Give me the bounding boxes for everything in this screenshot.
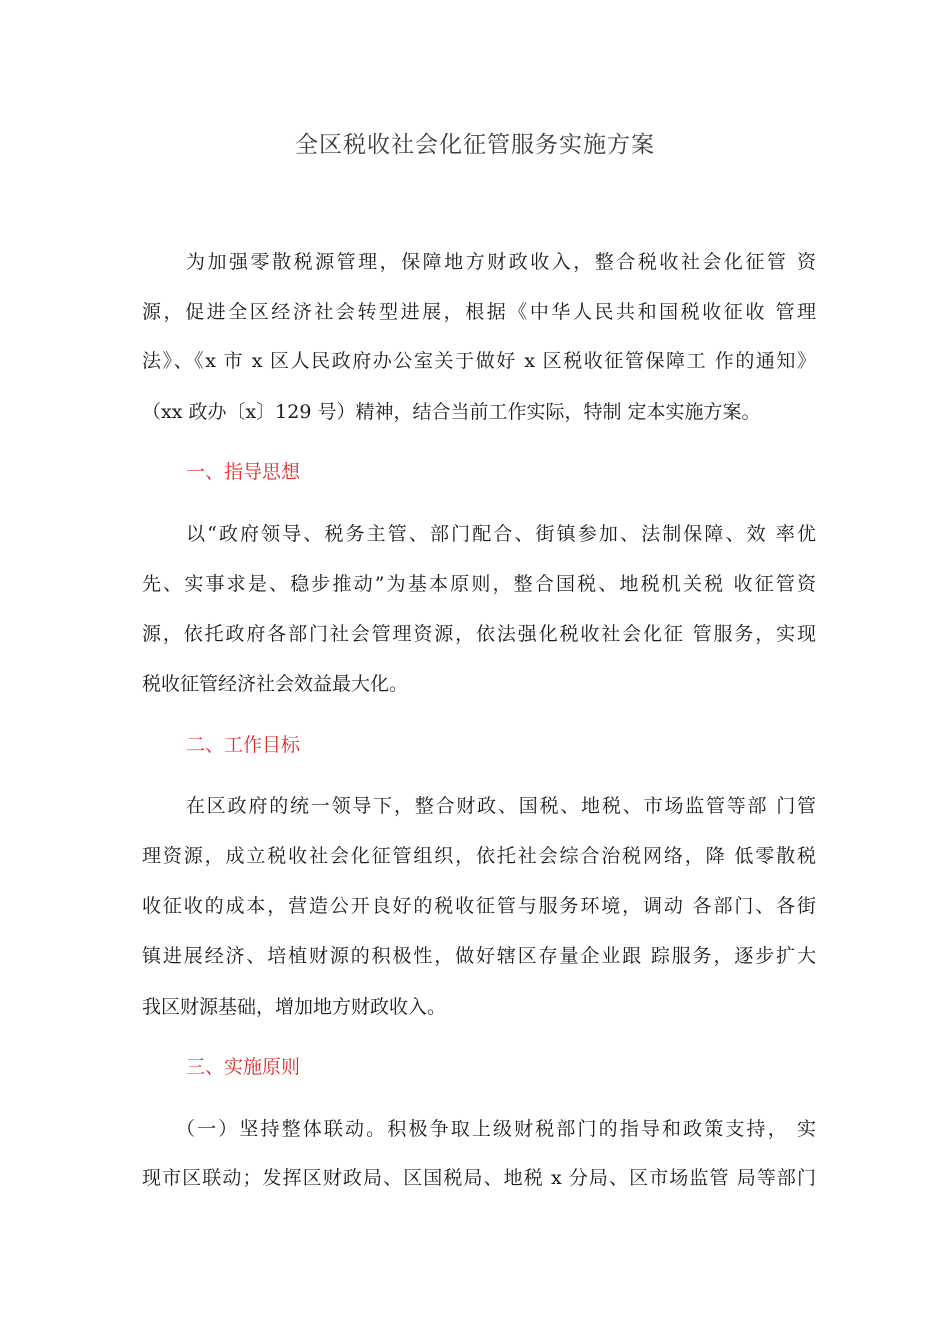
document-title: 全区税收社会化征管服务实施方案 (295, 132, 655, 158)
section-heading: 三、实施原则 (186, 1056, 301, 1078)
paragraph-line: 镇进展经济、培植财源的积极性，做好辖区存量企业跟 踪服务，逐步扩大 (142, 945, 816, 967)
paragraph-line: 先、实事求是、稳步推动”为基本原则，整合国税、地税机关税 收征管资 (142, 573, 816, 595)
paragraph-line: 以“政府领导、税务主管、部门配合、街镇参加、法制保障、效 率优 (186, 523, 816, 545)
paragraph-line: 为加强零散税源管理，保障地方财政收入，整合税收社会化征管 资 (186, 251, 816, 273)
paragraph-line: 在区政府的统一领导下，整合财政、国税、地税、市场监管等部 门管 (186, 795, 816, 817)
paragraph-line: 理资源，成立税收社会化征管组织，依托社会综合治税网络，降 低零散税 (142, 845, 816, 867)
paragraph-line: 源，依托政府各部门社会管理资源，依法强化税收社会化征 管服务，实现 (142, 623, 816, 645)
paragraph-line: （xx 政办〔x〕129 号）精神，结合当前工作实际，特制 定本实施方案。 (142, 401, 761, 423)
paragraph-line: 法》、《x 市 x 区人民政府办公室关于做好 x 区税收征管保障工 作的通知》 (142, 350, 816, 372)
section-heading: 二、工作目标 (186, 734, 301, 756)
paragraph-line: 源，促进全区经济社会转型进展，根据《中华人民共和国税收征收 管理 (142, 301, 816, 323)
paragraph-line: 现市区联动；发挥区财政局、区国税局、地税 x 分局、区市场监管 局等部门 (142, 1167, 816, 1189)
paragraph-line: 收征收的成本，营造公开良好的税收征管与服务环境，调动 各部门、各街 (142, 895, 816, 917)
section-heading: 一、指导思想 (186, 461, 301, 483)
paragraph-line: 税收征管经济社会效益最大化。 (142, 673, 409, 695)
paragraph-line: （一）坚持整体联动。积极争取上级财税部门的指导和政策支持， 实 (176, 1118, 816, 1140)
paragraph-line: 我区财源基础，增加地方财政收入。 (142, 996, 447, 1018)
